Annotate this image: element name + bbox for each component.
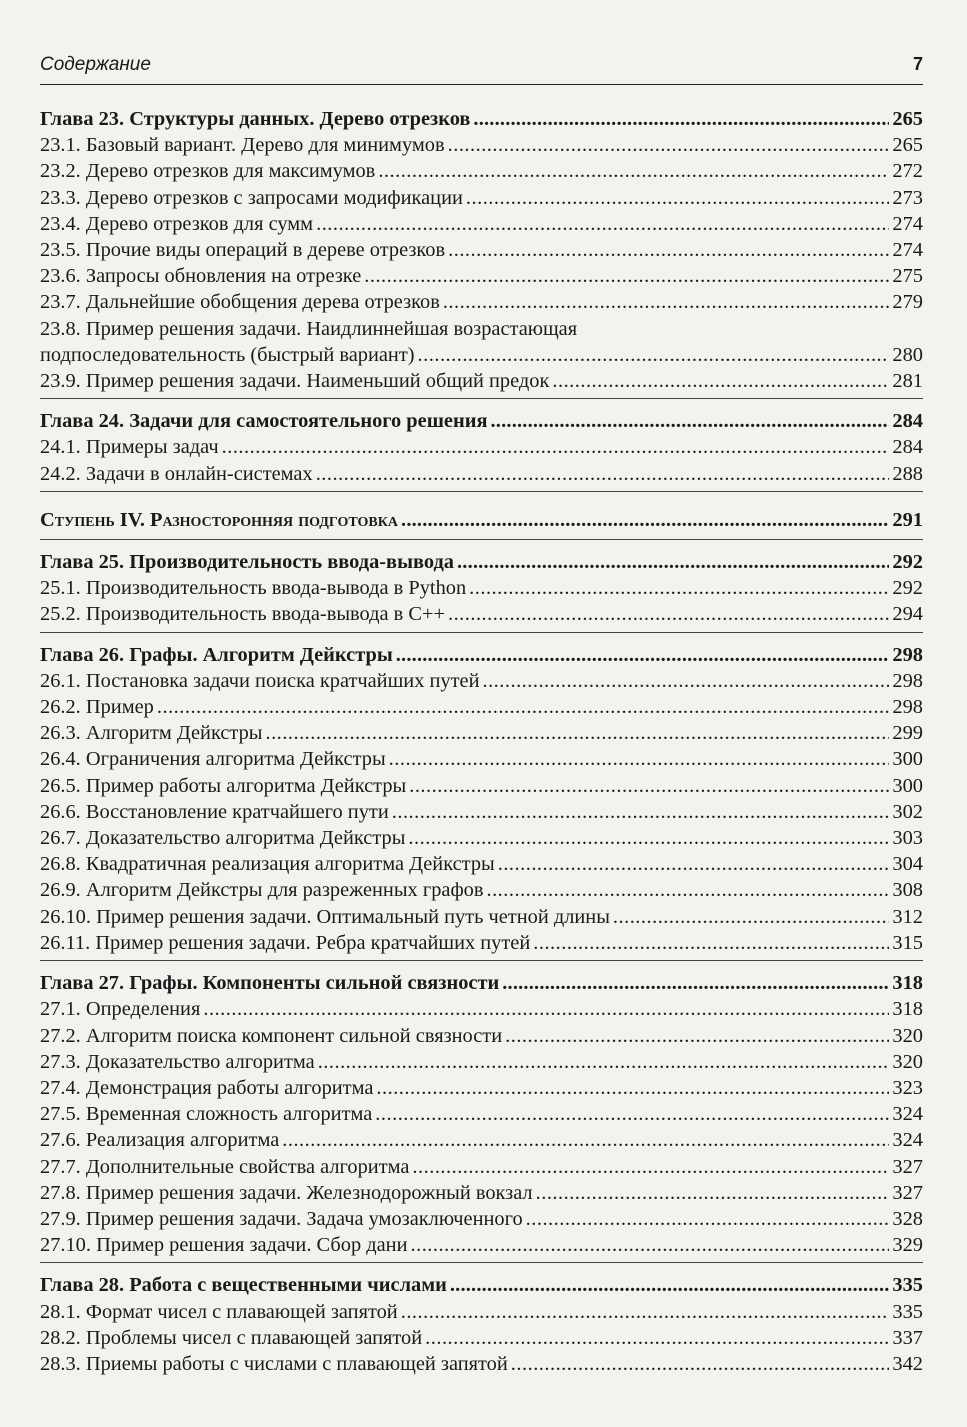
dot-leader xyxy=(511,1351,890,1377)
toc-entry-title: 28.1. Формат чисел с плавающей запятой xyxy=(40,1300,398,1323)
toc-section-entry[interactable] xyxy=(40,1180,923,1206)
toc-chapter-entry[interactable] xyxy=(40,970,923,996)
toc-section-entry[interactable] xyxy=(40,930,923,956)
dot-leader xyxy=(526,1206,890,1232)
toc-entry-title: 26.3. Алгоритм Дейкстры xyxy=(40,722,263,745)
dot-leader xyxy=(473,106,889,132)
dot-leader xyxy=(282,1127,889,1153)
toc-entry-title: Глава 27. Графы. Компоненты сильной связности xyxy=(40,972,500,995)
page-number: 7 xyxy=(912,54,923,74)
toc-section-entry[interactable] xyxy=(40,461,923,487)
toc-entry-page: 327 xyxy=(892,1181,923,1204)
toc-entry-title: Глава 28. Работа с вещественными числами xyxy=(40,1274,447,1297)
dot-leader xyxy=(425,1325,889,1351)
toc-entry-title: 26.10. Пример решения задачи. Оптимальный путь четной длины xyxy=(40,905,610,928)
dot-leader xyxy=(265,720,889,746)
toc-section-entry[interactable] xyxy=(40,342,923,368)
toc-entry-title: 27.4. Демонстрация работы алгоритма xyxy=(40,1076,374,1099)
toc-entry-title: 26.5. Пример работы алгоритма Дейкстры xyxy=(40,774,407,797)
dot-leader xyxy=(401,507,889,533)
dot-leader xyxy=(457,549,889,575)
toc-entry-page: 298 xyxy=(892,669,923,692)
toc-chapter-entry[interactable] xyxy=(40,106,923,132)
toc-entry-title: 26.7. Доказательство алгоритма Дейкстры xyxy=(40,827,406,850)
toc-entry-title: 26.6. Восстановление кратчайшего пути xyxy=(40,800,389,823)
toc-entry-page: 312 xyxy=(892,905,923,928)
toc-entry-page: 298 xyxy=(892,696,923,719)
toc-entry-page: 329 xyxy=(892,1234,923,1257)
toc-chapter-entry[interactable] xyxy=(40,549,923,575)
toc-entry-title: 28.3. Приемы работы с числами с плавающей запятой xyxy=(40,1352,508,1375)
dot-leader xyxy=(392,799,890,825)
toc-entry-page: 303 xyxy=(892,827,923,850)
toc-chapter-entry[interactable] xyxy=(40,408,923,434)
toc-entry-title-line1[interactable]: 23.8. Пример решения задачи. Наидлиннейшая возрастающая xyxy=(40,317,578,340)
toc-entry-title: 23.9. Пример решения задачи. Наименьший общий предок xyxy=(40,370,550,393)
toc-entry-title: 26.8. Квадратичная реализация алгоритма Дейкстры xyxy=(40,853,495,876)
toc-section-entry[interactable] xyxy=(40,1154,923,1180)
dot-leader xyxy=(376,1075,889,1101)
toc-entry-page: 328 xyxy=(892,1207,923,1230)
toc-part-entry[interactable] xyxy=(40,507,923,533)
toc-section-entry[interactable] xyxy=(40,211,923,237)
dot-leader xyxy=(552,368,889,394)
toc-entry-page: 335 xyxy=(892,1300,923,1323)
toc-entry-page: 308 xyxy=(892,879,923,902)
dot-leader xyxy=(316,211,889,237)
toc-section-entry[interactable] xyxy=(40,1299,923,1325)
toc-entry-page: 320 xyxy=(892,1050,923,1073)
dot-leader xyxy=(448,132,890,158)
toc-section-entry[interactable] xyxy=(40,773,923,799)
toc-section-entry[interactable] xyxy=(40,904,923,930)
toc-entry-title: 23.3. Дерево отрезков с запросами модификации xyxy=(40,186,463,209)
toc-entry-title: 28.2. Проблемы чисел с плавающей запятой xyxy=(40,1326,423,1349)
toc-section-entry[interactable] xyxy=(40,132,923,158)
toc-entry-page: 327 xyxy=(892,1155,923,1178)
toc-entry-page: 274 xyxy=(892,212,923,235)
toc-section-entry[interactable] xyxy=(40,289,923,315)
dot-leader xyxy=(469,575,889,601)
dot-leader xyxy=(491,408,890,434)
dot-leader xyxy=(411,1232,890,1258)
toc-entry-title: 23.6. Запросы обновления на отрезке xyxy=(40,265,362,288)
toc-entry-page: 318 xyxy=(892,998,923,1021)
toc-entry-title: подпоследовательность (быстрый вариант) xyxy=(40,343,415,366)
toc-entry-page: 284 xyxy=(892,436,923,459)
toc-entry-title: 27.1. Определения xyxy=(40,998,201,1021)
toc-entry-page: 272 xyxy=(892,160,923,183)
toc-section-entry[interactable] xyxy=(40,368,923,394)
toc-group xyxy=(40,106,923,399)
dot-leader xyxy=(502,970,889,996)
toc-section-entry[interactable] xyxy=(40,877,923,903)
toc-entry-page: 302 xyxy=(892,800,923,823)
dot-leader xyxy=(408,825,889,851)
toc-chapter-entry[interactable] xyxy=(40,642,923,668)
toc-entry-page: 335 xyxy=(892,1274,923,1297)
toc-section-entry[interactable] xyxy=(40,1351,923,1377)
toc-chapter-entry[interactable] xyxy=(40,1272,923,1298)
dot-leader xyxy=(375,1101,889,1127)
toc-section-entry[interactable] xyxy=(40,799,923,825)
dot-leader xyxy=(316,461,890,487)
toc-entry-title: 27.5. Временная сложность алгоритма xyxy=(40,1103,373,1126)
toc-entry-title: 27.7. Дополнительные свойства алгоритма xyxy=(40,1155,410,1178)
toc-entry-title: 27.8. Пример решения задачи. Железнодорожный вокзал xyxy=(40,1181,533,1204)
toc-entry-title: 27.2. Алгоритм поиска компонент сильной связности xyxy=(40,1024,503,1047)
dot-leader xyxy=(203,996,889,1022)
toc-entry-page: 273 xyxy=(892,186,923,209)
toc-entry-page: 265 xyxy=(892,134,923,157)
toc-entry-title: Ступень IV. Разносторонняя подготовка xyxy=(40,508,399,531)
toc-entry-page: 298 xyxy=(892,643,923,666)
toc-entry-title: Глава 25. Производительность ввода-вывода xyxy=(40,551,454,574)
dot-leader xyxy=(409,773,889,799)
dot-leader xyxy=(613,904,890,930)
toc-entry-page: 342 xyxy=(892,1352,923,1375)
toc-section-entry[interactable] xyxy=(40,1127,923,1153)
toc-entry-page: 274 xyxy=(892,239,923,262)
toc-section-entry[interactable] xyxy=(40,1075,923,1101)
toc-entry-title: 25.2. Производительность ввода-вывода в C++ xyxy=(40,603,445,626)
toc-section-entry[interactable] xyxy=(40,825,923,851)
toc-group xyxy=(40,1272,923,1381)
dot-leader xyxy=(482,668,889,694)
toc-section-entry[interactable] xyxy=(40,1206,923,1232)
toc-entry-title: 26.11. Пример решения задачи. Ребра кратчайших путей xyxy=(40,931,531,954)
dot-leader xyxy=(364,263,889,289)
toc-section-entry[interactable] xyxy=(40,694,923,720)
dot-leader xyxy=(418,342,890,368)
toc-entry-title: 26.4. Ограничения алгоритма Дейкстры xyxy=(40,748,386,771)
toc-entry-page: 299 xyxy=(892,722,923,745)
toc-entry-page: 320 xyxy=(892,1024,923,1047)
toc-entry-title: 27.6. Реализация алгоритма xyxy=(40,1129,280,1152)
toc-section-entry[interactable] xyxy=(40,1049,923,1075)
dot-leader xyxy=(396,642,890,668)
toc-entry-page: 337 xyxy=(892,1326,923,1349)
toc-group xyxy=(40,408,923,492)
toc-entry-page: 288 xyxy=(892,462,923,485)
toc-section-entry[interactable] xyxy=(40,746,923,772)
toc-entry-page: 292 xyxy=(892,551,923,574)
toc-section-entry[interactable] xyxy=(40,575,923,601)
dot-leader xyxy=(318,1049,890,1075)
toc-section-entry[interactable] xyxy=(40,1023,923,1049)
toc-entry-title: 27.3. Доказательство алгоритма xyxy=(40,1050,315,1073)
toc-section-entry[interactable] xyxy=(40,851,923,877)
dot-leader xyxy=(412,1154,889,1180)
dot-leader xyxy=(222,434,890,460)
toc-entry-page: 318 xyxy=(892,972,923,995)
dot-leader xyxy=(443,289,890,315)
toc-entry-page: 275 xyxy=(892,265,923,288)
toc-entry-page: 315 xyxy=(892,931,923,954)
dot-leader xyxy=(401,1299,890,1325)
toc-entry-title: Глава 26. Графы. Алгоритм Дейкстры xyxy=(40,643,393,666)
dot-leader xyxy=(157,694,890,720)
toc-entry-title: 23.4. Дерево отрезков для сумм xyxy=(40,212,314,235)
toc-entry-title: Глава 23. Структуры данных. Дерево отрезков xyxy=(40,108,471,130)
toc-entry-page: 284 xyxy=(892,410,923,433)
toc-entry-page: 280 xyxy=(892,343,923,366)
dot-leader xyxy=(505,1023,889,1049)
toc-entry-title: 27.10. Пример решения задачи. Сбор дани xyxy=(40,1234,408,1257)
toc-group xyxy=(40,501,923,540)
toc-section-entry[interactable] xyxy=(40,434,923,460)
toc-section-entry[interactable] xyxy=(40,185,923,211)
toc-entry-title: 24.1. Примеры задач xyxy=(40,436,219,459)
toc-section-entry[interactable] xyxy=(40,1232,923,1258)
dot-leader xyxy=(378,158,889,184)
toc-entry-page: 324 xyxy=(892,1103,923,1126)
dot-leader xyxy=(448,237,889,263)
dot-leader xyxy=(466,185,890,211)
toc-section-entry[interactable] xyxy=(40,1325,923,1351)
toc-entry-page: 294 xyxy=(892,603,923,626)
toc-entry-page: 281 xyxy=(892,370,923,393)
toc-entry-title: 23.7. Дальнейшие обобщения дерева отрезков xyxy=(40,291,440,314)
toc-entry-page: 304 xyxy=(892,853,923,876)
toc-group xyxy=(40,642,923,961)
toc-entry-page: 300 xyxy=(892,774,923,797)
running-header-title: Содержание xyxy=(40,54,151,75)
dot-leader xyxy=(536,1180,890,1206)
toc-entry-title: 24.2. Задачи в онлайн-системах xyxy=(40,462,313,485)
toc-section-entry[interactable] xyxy=(40,601,923,627)
toc-entry-title: Глава 24. Задачи для самостоятельного решения xyxy=(40,410,488,433)
dot-leader xyxy=(450,1272,890,1298)
toc-entry-title: 27.9. Пример решения задачи. Задача умозаключенного xyxy=(40,1207,523,1230)
toc-entry-title: 26.2. Пример xyxy=(40,696,154,719)
toc-entry-page: 279 xyxy=(892,291,923,314)
toc-entry-page: 292 xyxy=(892,577,923,600)
toc-section-entry[interactable] xyxy=(40,996,923,1022)
dot-leader xyxy=(448,601,889,627)
toc-group xyxy=(40,970,923,1263)
toc-entry-title: 23.2. Дерево отрезков для максимумов xyxy=(40,160,376,183)
dot-leader xyxy=(533,930,889,956)
toc-section-entry[interactable] xyxy=(40,158,923,184)
toc-section-entry[interactable] xyxy=(40,237,923,263)
toc-entry-page: 323 xyxy=(892,1076,923,1099)
toc-entry-title: 26.1. Постановка задачи поиска кратчайших путей xyxy=(40,669,480,692)
dot-leader xyxy=(486,877,889,903)
toc-entry-page: 324 xyxy=(892,1129,923,1152)
toc-entry-title: 23.1. Базовый вариант. Дерево для минимумов xyxy=(40,134,445,157)
toc-entry-page: 291 xyxy=(892,508,923,531)
toc-section-entry[interactable] xyxy=(40,263,923,289)
toc-section-entry[interactable] xyxy=(40,668,923,694)
toc-entry-title: 23.5. Прочие виды операций в дереве отрезков xyxy=(40,239,446,262)
toc-section-entry[interactable] xyxy=(40,720,923,746)
dot-leader xyxy=(498,851,890,877)
toc-entry-title: 25.1. Производительность ввода-вывода в Python xyxy=(40,577,467,600)
running-header xyxy=(40,52,923,85)
table-of-contents xyxy=(40,106,923,1390)
toc-section-entry[interactable] xyxy=(40,1101,923,1127)
toc-entry-title: 26.9. Алгоритм Дейкстры для разреженных графов xyxy=(40,879,484,902)
toc-group xyxy=(40,549,923,633)
toc-entry-page: 265 xyxy=(892,108,923,130)
dot-leader xyxy=(389,746,890,772)
toc-entry-page: 300 xyxy=(892,748,923,771)
